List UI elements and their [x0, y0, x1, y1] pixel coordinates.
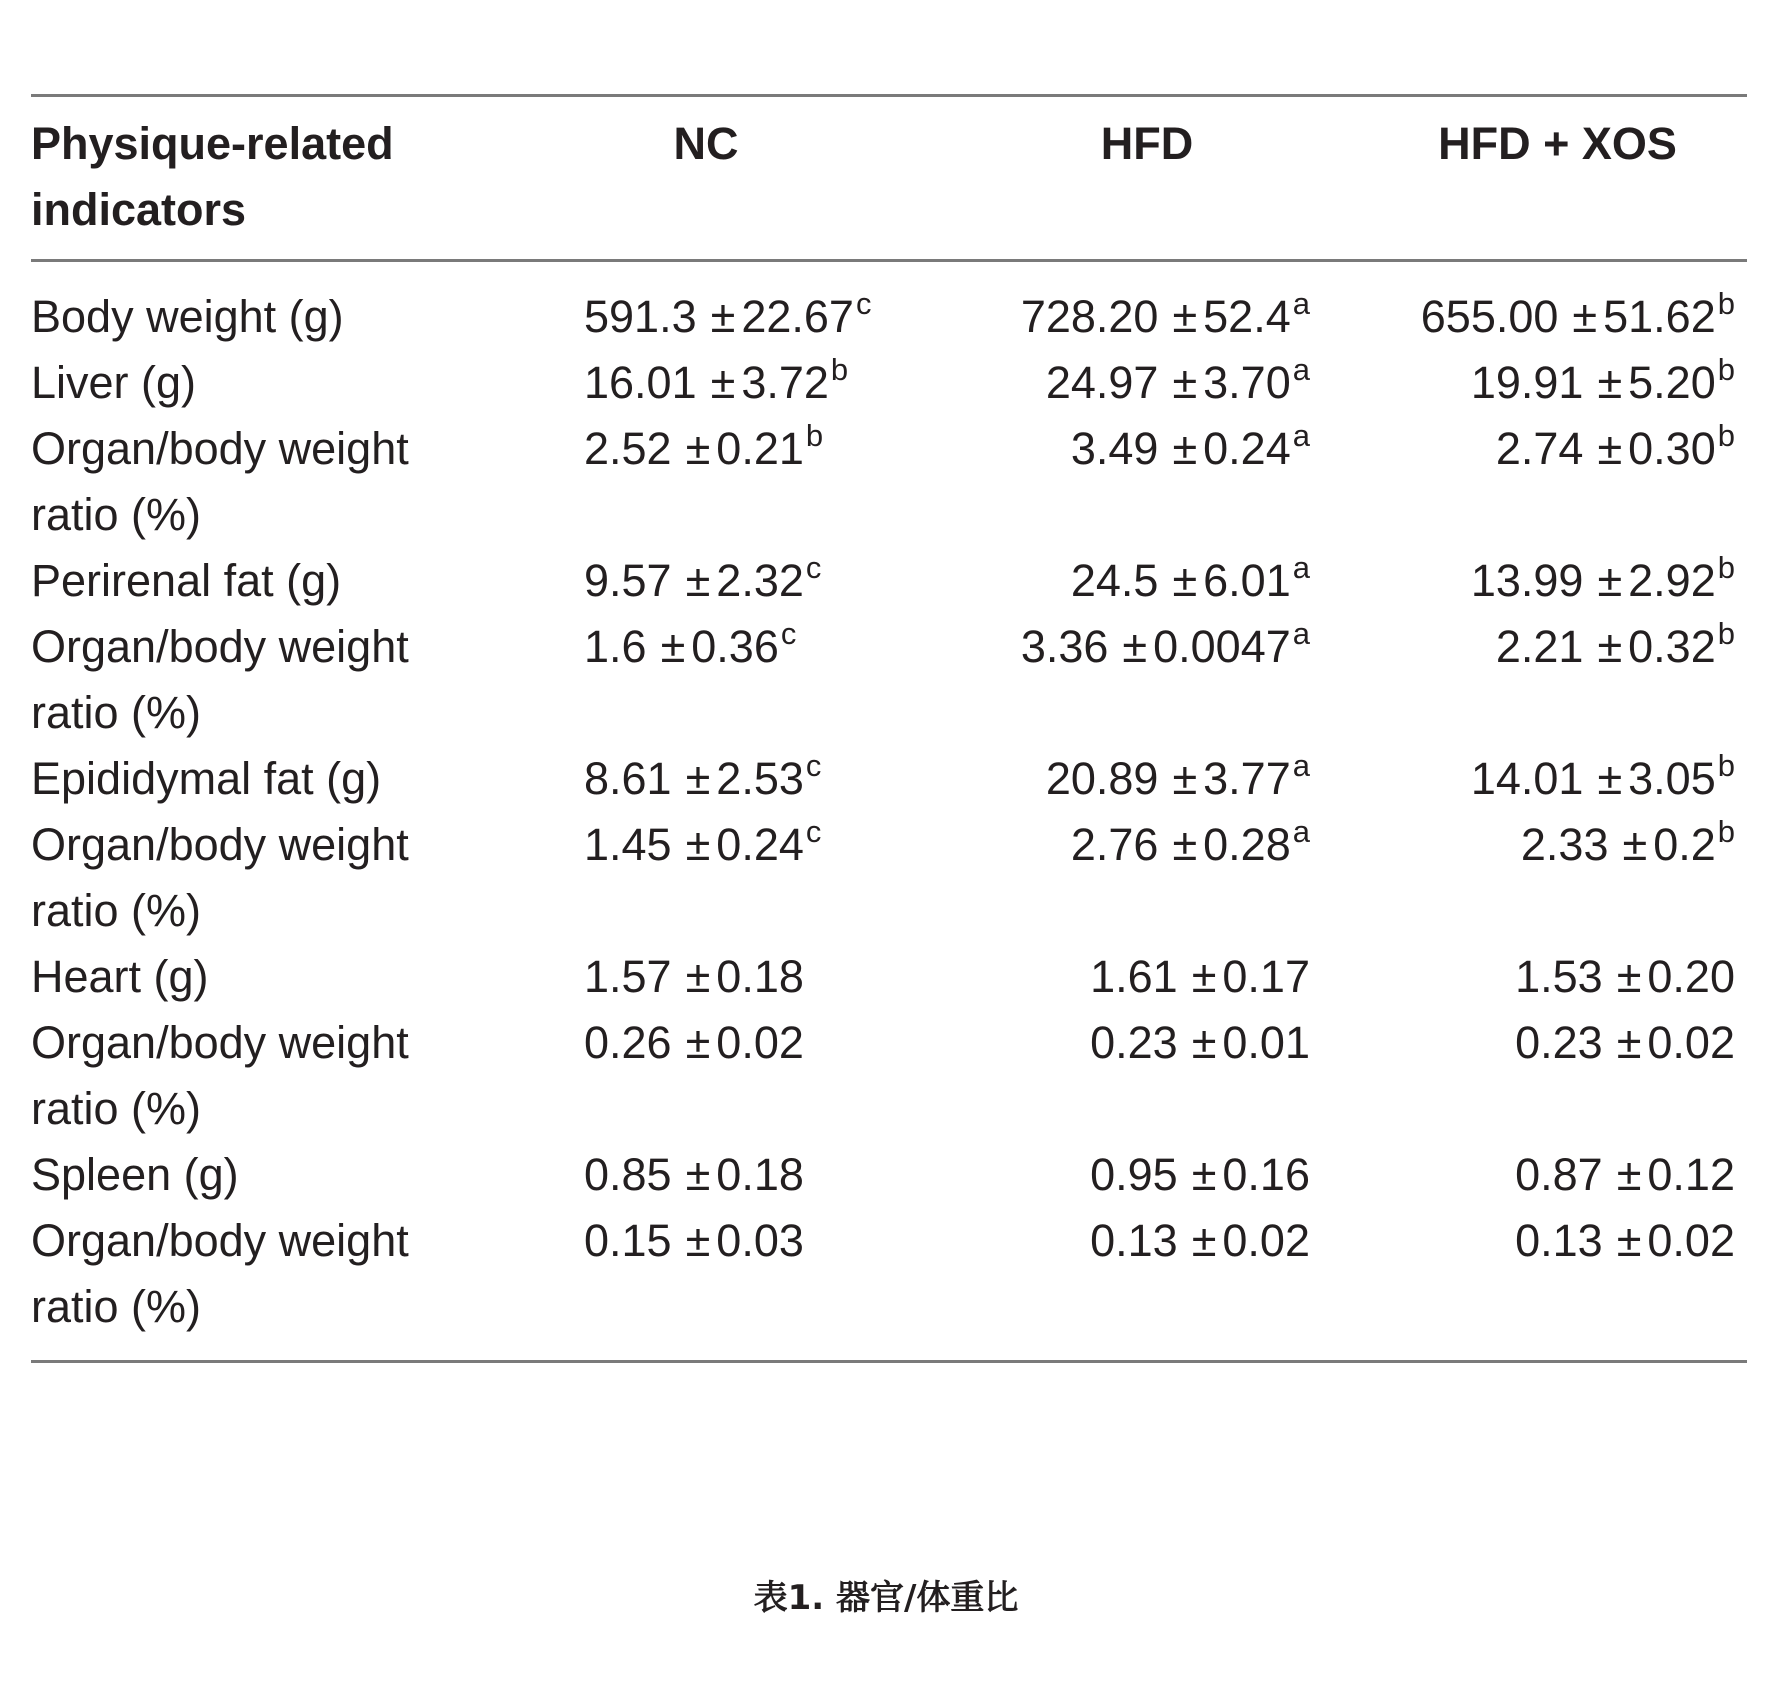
- row-label: Spleen (g): [31, 1149, 239, 1200]
- cell-nc: [486, 1208, 926, 1360]
- mean-value: 2.52: [584, 423, 672, 474]
- significance-letter: a: [1292, 550, 1310, 585]
- mean-value: 2.33: [1520, 819, 1609, 870]
- mean-value: 1.6: [584, 621, 647, 672]
- mean-sd-value: [584, 1142, 884, 1208]
- sd-value: 52.4: [1203, 291, 1291, 342]
- cell-hfd-xos: [1368, 1010, 1747, 1142]
- sd-value: 0.12: [1647, 1149, 1735, 1200]
- sd-value: 22.67: [741, 291, 854, 342]
- sd-value: 0.24: [1203, 423, 1291, 474]
- sd-value: 0.0047: [1153, 621, 1291, 672]
- plus-minus-sign: ±: [1597, 753, 1623, 804]
- mean-sd-value: [1496, 416, 1735, 482]
- cell-hfd: [926, 1010, 1368, 1142]
- table-row: [31, 416, 1747, 548]
- cell-hfd: [926, 350, 1368, 416]
- sd-value: 5.20: [1628, 357, 1716, 408]
- plus-minus-sign: ±: [685, 951, 711, 1002]
- mean-sd-value: [1421, 284, 1735, 350]
- mean-sd-value: [1471, 548, 1735, 614]
- cell-hfd-xos: [1368, 746, 1747, 812]
- mean-sd-value: [1496, 614, 1735, 680]
- significance-letter: b: [1717, 814, 1735, 849]
- mean-value: 0.87: [1515, 1149, 1603, 1200]
- cell-nc: [486, 746, 926, 812]
- significance-letter: a: [1292, 418, 1310, 453]
- cell-nc: [486, 548, 926, 614]
- sd-value: 0.18: [716, 1149, 804, 1200]
- table-row: [31, 746, 1747, 812]
- table-row: [31, 548, 1747, 614]
- mean-sd-value: [1471, 350, 1735, 416]
- mean-sd-value: [584, 746, 884, 812]
- row-label: Perirenal fat (g): [31, 555, 342, 606]
- sd-value: 0.02: [1222, 1215, 1310, 1266]
- mean-sd-value: [584, 548, 884, 614]
- mean-sd-value: [584, 1010, 884, 1076]
- sd-value: 2.92: [1628, 555, 1716, 606]
- plus-minus-sign: ±: [1622, 819, 1648, 870]
- mean-sd-value: [584, 812, 884, 878]
- organ-weight-table: [31, 97, 1747, 1360]
- cell-hfd: [926, 1142, 1368, 1208]
- sd-value: 0.03: [716, 1215, 804, 1266]
- plus-minus-sign: ±: [685, 753, 711, 804]
- table-row: [31, 1010, 1747, 1142]
- mean-value: 24.97: [1045, 357, 1159, 408]
- plus-minus-sign: ±: [1191, 951, 1217, 1002]
- sd-value: 0.02: [716, 1017, 804, 1068]
- plus-minus-sign: ±: [1191, 1017, 1217, 1068]
- mean-value: 0.26: [584, 1017, 672, 1068]
- mean-sd-value: [584, 284, 884, 350]
- bottom-rule: [31, 1360, 1747, 1363]
- row-label: Epididymal fat (g): [31, 753, 382, 804]
- table-row: [31, 944, 1747, 1010]
- cell-hfd-xos: [1368, 1142, 1747, 1208]
- mean-value: 9.57: [584, 555, 672, 606]
- cell-nc: [486, 812, 926, 944]
- sd-value: 0.17: [1222, 951, 1310, 1002]
- significance-letter: b: [1717, 748, 1735, 783]
- row-label: Organ/body weight ratio (%): [31, 1215, 409, 1332]
- row-label: Body weight (g): [31, 291, 344, 342]
- mean-sd-value: [584, 416, 884, 482]
- sd-value: 3.77: [1203, 753, 1291, 804]
- table-row: [31, 1142, 1747, 1208]
- mean-sd-value: [584, 944, 884, 1010]
- sd-value: 6.01: [1203, 555, 1291, 606]
- mean-value: 14.01: [1470, 753, 1584, 804]
- plus-minus-sign: ±: [685, 819, 711, 870]
- plus-minus-sign: ±: [1172, 357, 1198, 408]
- mean-sd-value: [1515, 1208, 1735, 1274]
- sd-value: 0.18: [716, 951, 804, 1002]
- mean-value: 20.89: [1045, 753, 1159, 804]
- sd-value: 3.05: [1628, 753, 1716, 804]
- plus-minus-sign: ±: [1172, 291, 1198, 342]
- mean-sd-value: [1046, 746, 1310, 812]
- plus-minus-sign: ±: [685, 1017, 711, 1068]
- mean-value: 8.61: [584, 753, 672, 804]
- plus-minus-sign: ±: [1191, 1215, 1217, 1266]
- mean-value: 728.20: [1020, 291, 1159, 342]
- significance-letter: a: [1292, 748, 1310, 783]
- plus-minus-sign: ±: [685, 555, 711, 606]
- mean-sd-value: [1071, 548, 1310, 614]
- significance-letter: b: [1717, 286, 1735, 321]
- mean-value: 0.23: [1090, 1017, 1178, 1068]
- plus-minus-sign: ±: [710, 357, 736, 408]
- mean-value: 2.76: [1070, 819, 1159, 870]
- mean-sd-value: [1521, 812, 1735, 878]
- mean-value: 16.01: [584, 357, 697, 408]
- plus-minus-sign: ±: [1172, 555, 1198, 606]
- cell-hfd: [926, 261, 1368, 351]
- significance-letter: a: [1292, 352, 1310, 387]
- mean-value: 591.3: [584, 291, 697, 342]
- sd-value: 3.70: [1203, 357, 1291, 408]
- mean-sd-value: [1515, 1142, 1735, 1208]
- sd-value: 0.2: [1653, 819, 1716, 870]
- header-hfd: HFD: [1100, 118, 1194, 169]
- mean-value: 1.57: [584, 951, 672, 1002]
- mean-sd-value: [1071, 416, 1310, 482]
- significance-letter: b: [1717, 352, 1735, 387]
- mean-value: 13.99: [1470, 555, 1584, 606]
- mean-value: 19.91: [1470, 357, 1584, 408]
- header-nc: NC: [673, 118, 739, 169]
- cell-hfd-xos: [1368, 350, 1747, 416]
- sd-value: 0.02: [1647, 1017, 1735, 1068]
- plus-minus-sign: ±: [660, 621, 686, 672]
- plus-minus-sign: ±: [1172, 423, 1198, 474]
- sd-value: 0.24: [716, 819, 804, 870]
- cell-nc: [486, 944, 926, 1010]
- row-label: Organ/body weight ratio (%): [31, 621, 409, 738]
- sd-value: 0.21: [716, 423, 804, 474]
- cell-hfd: [926, 944, 1368, 1010]
- plus-minus-sign: ±: [1172, 753, 1198, 804]
- table-body: [31, 261, 1747, 1361]
- cell-nc: [486, 614, 926, 746]
- mean-sd-value: [1090, 1010, 1310, 1076]
- header-indicator: Physique-related indicators: [31, 118, 394, 235]
- cell-nc: [486, 261, 926, 351]
- header-hfd-xos: HFD + XOS: [1438, 118, 1677, 169]
- plus-minus-sign: ±: [685, 423, 711, 474]
- cell-hfd-xos: [1368, 416, 1747, 548]
- cell-hfd: [926, 416, 1368, 548]
- cell-hfd: [926, 746, 1368, 812]
- mean-sd-value: [1021, 614, 1310, 680]
- mean-sd-value: [1071, 812, 1310, 878]
- table-header-row: [31, 97, 1747, 261]
- sd-value: 51.62: [1603, 291, 1716, 342]
- significance-letter: b: [805, 418, 824, 453]
- significance-letter: a: [1292, 616, 1310, 651]
- mean-sd-value: [1090, 944, 1310, 1010]
- mean-sd-value: [1515, 1010, 1735, 1076]
- significance-letter: b: [1717, 616, 1735, 651]
- cell-hfd-xos: [1368, 944, 1747, 1010]
- table-row: [31, 614, 1747, 746]
- plus-minus-sign: ±: [1616, 1149, 1642, 1200]
- mean-value: 0.13: [1515, 1215, 1603, 1266]
- table-row: [31, 350, 1747, 416]
- plus-minus-sign: ±: [1572, 291, 1598, 342]
- mean-value: 0.13: [1090, 1215, 1178, 1266]
- significance-letter: c: [805, 748, 822, 783]
- mean-value: 2.74: [1495, 423, 1584, 474]
- significance-letter: b: [830, 352, 849, 387]
- row-label: Organ/body weight ratio (%): [31, 1017, 409, 1134]
- cell-hfd-xos: [1368, 812, 1747, 944]
- sd-value: 0.36: [691, 621, 779, 672]
- plus-minus-sign: ±: [1597, 555, 1623, 606]
- mean-sd-value: [1090, 1142, 1310, 1208]
- mean-value: 3.36: [1020, 621, 1109, 672]
- cell-hfd-xos: [1368, 1208, 1747, 1360]
- sd-value: 0.16: [1222, 1149, 1310, 1200]
- significance-letter: c: [780, 616, 797, 651]
- cell-nc: [486, 1010, 926, 1142]
- plus-minus-sign: ±: [685, 1149, 711, 1200]
- mean-value: 1.61: [1090, 951, 1178, 1002]
- mean-sd-value: [584, 1208, 884, 1274]
- cell-nc: [486, 350, 926, 416]
- sd-value: 2.32: [716, 555, 804, 606]
- cell-hfd-xos: [1368, 614, 1747, 746]
- sd-value: 0.01: [1222, 1017, 1310, 1068]
- mean-sd-value: [1471, 746, 1735, 812]
- cell-nc: [486, 416, 926, 548]
- mean-value: 2.21: [1495, 621, 1584, 672]
- mean-value: 0.23: [1515, 1017, 1603, 1068]
- sd-value: 0.30: [1628, 423, 1716, 474]
- data-table-container: [31, 94, 1747, 1363]
- mean-value: 24.5: [1070, 555, 1159, 606]
- mean-value: 1.53: [1515, 951, 1603, 1002]
- cell-hfd: [926, 1208, 1368, 1360]
- plus-minus-sign: ±: [1122, 621, 1148, 672]
- sd-value: 3.72: [741, 357, 829, 408]
- mean-sd-value: [1021, 284, 1310, 350]
- significance-letter: b: [1717, 550, 1735, 585]
- significance-letter: c: [805, 550, 822, 585]
- significance-letter: c: [805, 814, 822, 849]
- significance-letter: a: [1292, 814, 1310, 849]
- row-label: Liver (g): [31, 357, 197, 408]
- sd-value: 0.32: [1628, 621, 1716, 672]
- row-label: Heart (g): [31, 951, 209, 1002]
- mean-sd-value: [584, 614, 884, 680]
- sd-value: 0.28: [1203, 819, 1291, 870]
- table-row: [31, 261, 1747, 351]
- plus-minus-sign: ±: [1597, 621, 1623, 672]
- significance-letter: a: [1292, 286, 1310, 321]
- sd-value: 0.20: [1647, 951, 1735, 1002]
- plus-minus-sign: ±: [710, 291, 736, 342]
- mean-value: 3.49: [1070, 423, 1159, 474]
- cell-hfd: [926, 614, 1368, 746]
- cell-hfd: [926, 812, 1368, 944]
- cell-hfd-xos: [1368, 548, 1747, 614]
- plus-minus-sign: ±: [1616, 951, 1642, 1002]
- mean-sd-value: [1515, 944, 1735, 1010]
- sd-value: 0.02: [1647, 1215, 1735, 1266]
- table-row: [31, 1208, 1747, 1360]
- mean-value: 0.85: [584, 1149, 672, 1200]
- mean-sd-value: [584, 350, 884, 416]
- mean-sd-value: [1090, 1208, 1310, 1274]
- plus-minus-sign: ±: [1616, 1017, 1642, 1068]
- plus-minus-sign: ±: [1597, 357, 1623, 408]
- row-label: Organ/body weight ratio (%): [31, 819, 409, 936]
- plus-minus-sign: ±: [1597, 423, 1623, 474]
- plus-minus-sign: ±: [1191, 1149, 1217, 1200]
- mean-value: 0.95: [1090, 1149, 1178, 1200]
- sd-value: 2.53: [716, 753, 804, 804]
- mean-value: 0.15: [584, 1215, 672, 1266]
- mean-value: 1.45: [584, 819, 672, 870]
- cell-nc: [486, 1142, 926, 1208]
- significance-letter: b: [1717, 418, 1735, 453]
- cell-hfd-xos: [1368, 261, 1747, 351]
- table-row: [31, 812, 1747, 944]
- cell-hfd: [926, 548, 1368, 614]
- plus-minus-sign: ±: [685, 1215, 711, 1266]
- mean-value: 655.00: [1420, 291, 1559, 342]
- row-label: Organ/body weight ratio (%): [31, 423, 409, 540]
- table-caption: 表1. 器官/体重比: [753, 1578, 1019, 1618]
- plus-minus-sign: ±: [1172, 819, 1198, 870]
- significance-letter: c: [855, 286, 872, 321]
- mean-sd-value: [1046, 350, 1310, 416]
- plus-minus-sign: ±: [1616, 1215, 1642, 1266]
